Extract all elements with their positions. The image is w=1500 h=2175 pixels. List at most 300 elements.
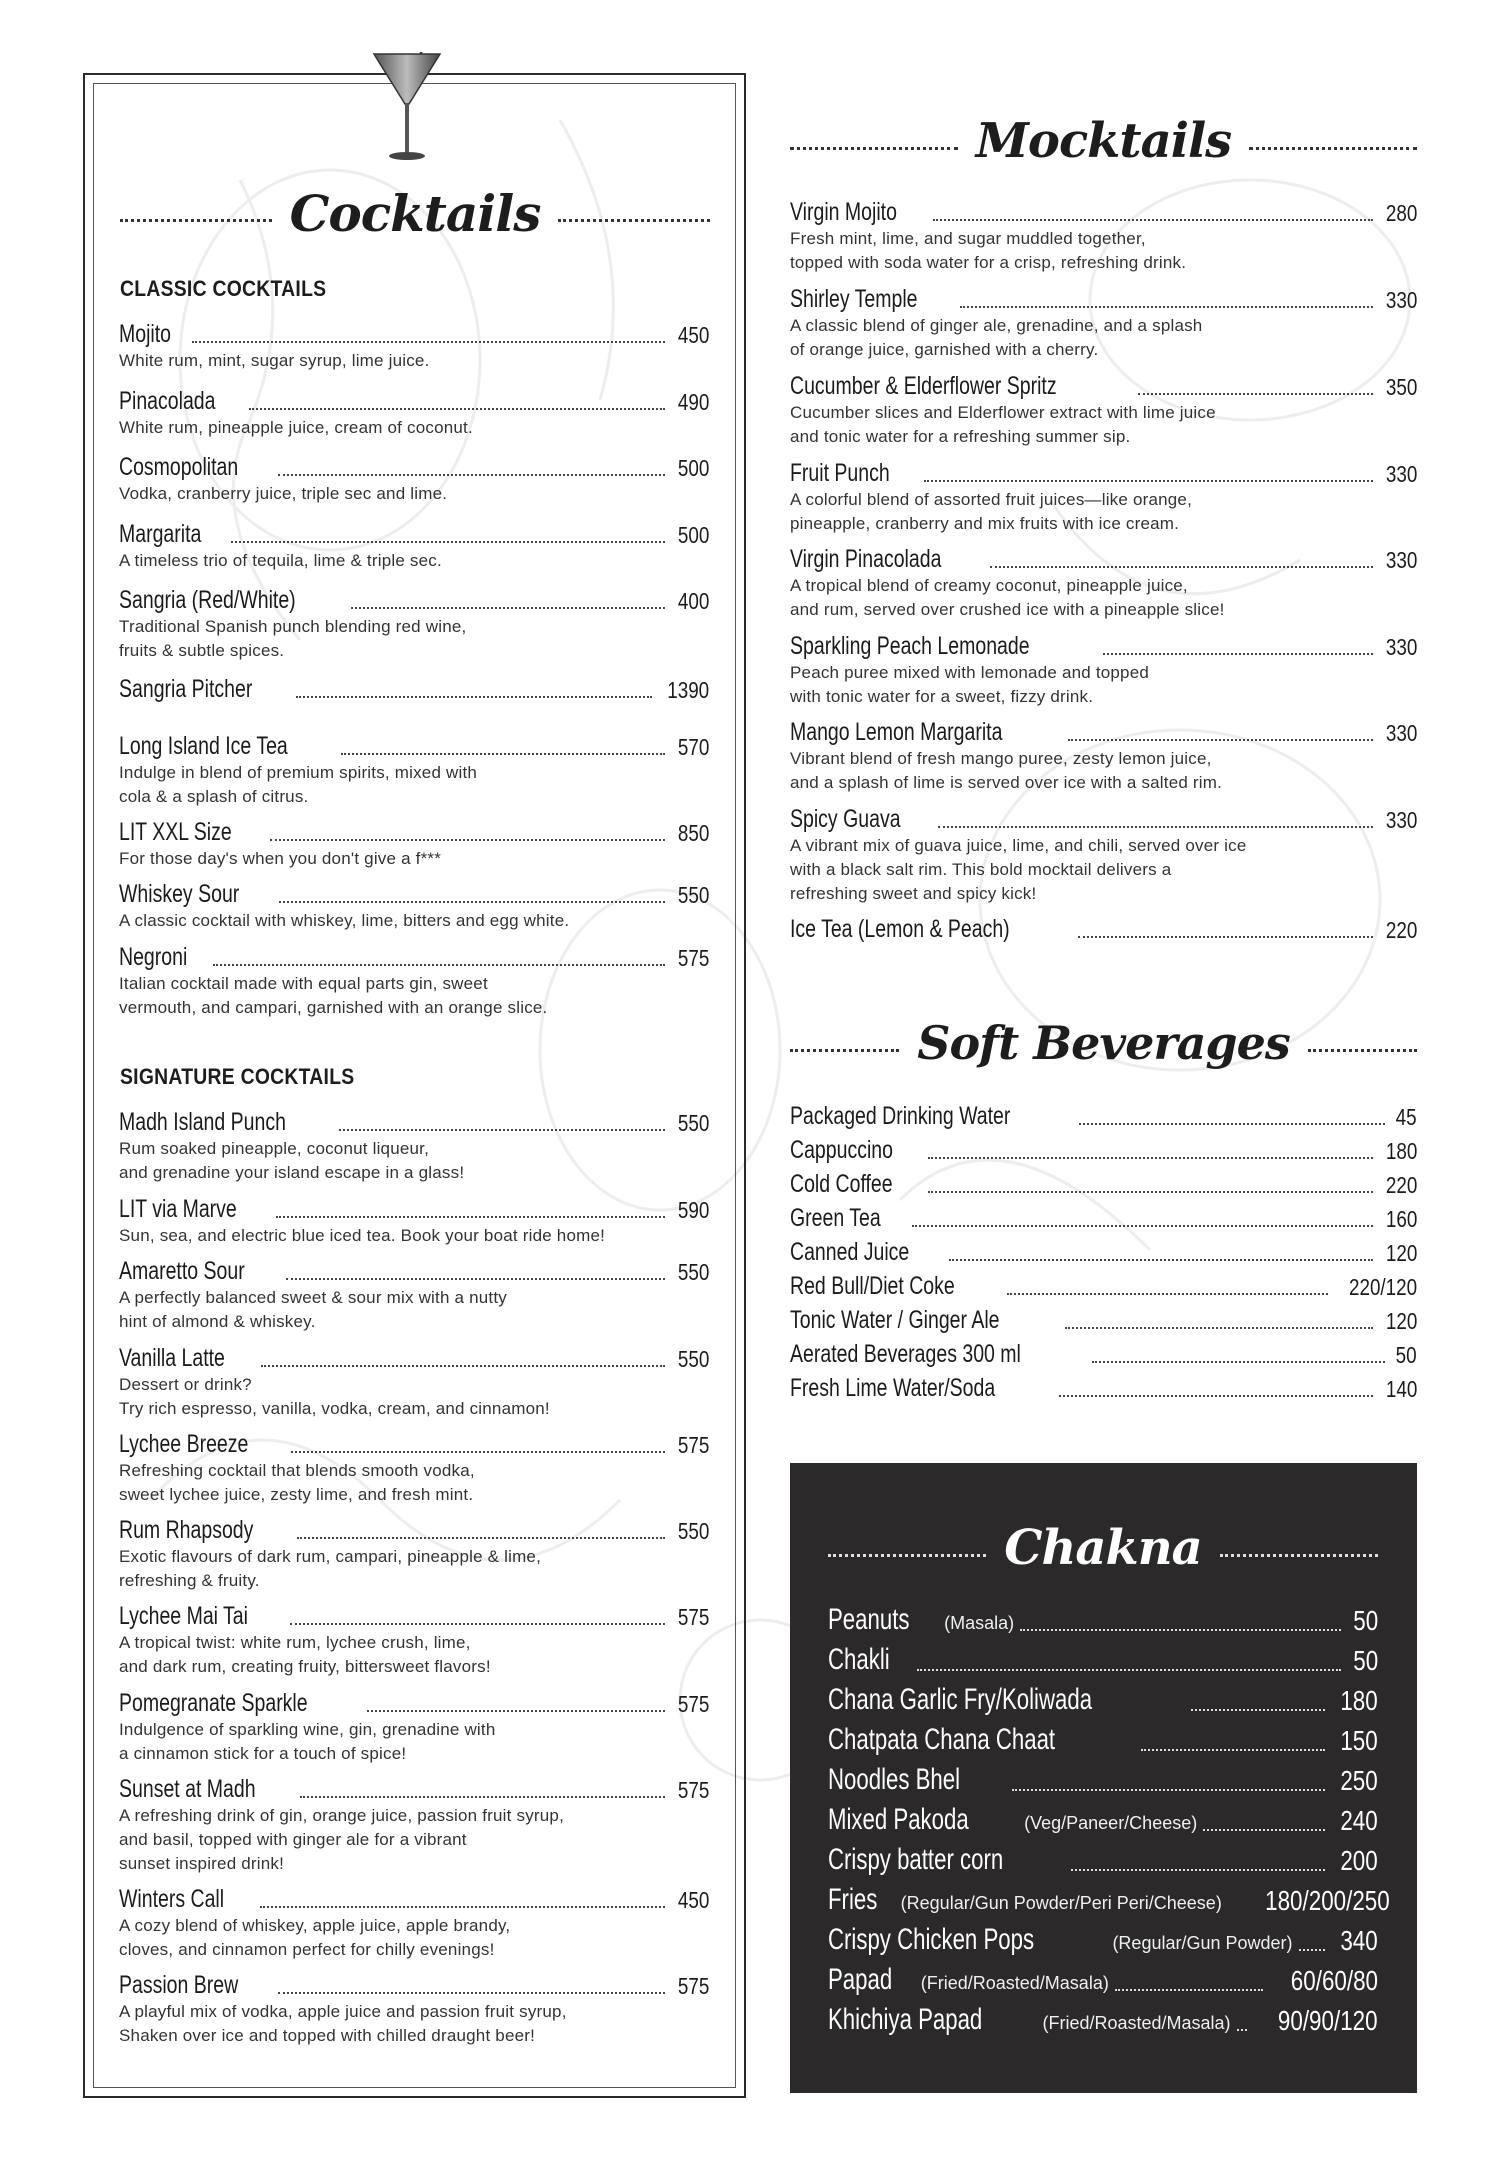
menu-item-row (790, 1340, 1417, 1369)
dotted-leader (928, 1191, 1373, 1193)
menu-item-price: 200 (1340, 1845, 1378, 1876)
menu-item-name-wrap (119, 1775, 294, 1804)
menu-item-name: Passion Brew (119, 1971, 239, 1999)
dotted-leader (213, 964, 665, 966)
heading-dots-left (828, 1554, 986, 1557)
menu-item-row (790, 372, 1417, 401)
classic-cocktail-item (119, 387, 709, 440)
menu-item-name: Mixed Pakoda (828, 1803, 969, 1836)
mocktails-heading (790, 106, 1417, 176)
classic-cocktail-item (119, 880, 709, 933)
cocktails-title: Cocktails (289, 183, 541, 243)
menu-item-description: A vibrant mix of guava juice, lime, and chili, served over ice with a black salt rim. This bold mocktail delivers a refreshing sweet and spicy kick! (790, 836, 1247, 903)
menu-item-row (119, 1689, 709, 1718)
dotted-leader (1191, 1709, 1325, 1711)
menu-item-name: Chana Garlic Fry/Koliwada (828, 1683, 1093, 1716)
soft-beverage-item (790, 1374, 1417, 1403)
menu-item-description: White rum, pineapple juice, cream of coconut. (119, 418, 473, 437)
menu-item-description: A cozy blend of whiskey, apple juice, apple brandy, cloves, and cinnamon perfect for chilly evenings! (119, 1916, 511, 1959)
signature-cocktail-item (119, 1971, 709, 2048)
menu-item-qualifier: (Masala) (944, 1613, 1015, 1633)
heading-dots-right (1308, 1049, 1417, 1052)
menu-item-row (790, 1374, 1417, 1403)
menu-item-name: Cold Coffee (790, 1170, 893, 1198)
menu-item-row (828, 2003, 1378, 2037)
menu-item-name: Cappuccino (790, 1136, 893, 1164)
menu-item-name-wrap (119, 1971, 272, 2000)
dotted-leader (278, 1992, 665, 1994)
chakna-item (828, 1603, 1378, 1637)
menu-item-row (119, 818, 709, 847)
menu-item-name-wrap (119, 520, 225, 549)
menu-item-name-wrap (828, 1723, 1135, 1757)
menu-item-name-wrap (790, 718, 1062, 747)
menu-item-price: 450 (677, 322, 709, 348)
menu-item-price: 330 (1385, 720, 1417, 746)
menu-item-row (828, 1963, 1378, 1997)
menu-item-name: Madh Island Punch (119, 1108, 286, 1136)
classic-cocktail-item (119, 586, 709, 663)
menu-item-name: Rum Rhapsody (119, 1516, 254, 1544)
menu-item-description: A tropical blend of creamy coconut, pineapple juice, and rum, served over crushed ice with a pineapple slice! (790, 576, 1225, 619)
menu-item-description: White rum, mint, sugar syrup, lime juice. (119, 351, 430, 370)
menu-item-name: Crispy batter corn (828, 1843, 1004, 1876)
menu-item-name: Margarita (119, 520, 202, 548)
soft-beverage-item (790, 1272, 1417, 1301)
mocktail-item (790, 285, 1417, 362)
soft-beverage-item (790, 1306, 1417, 1335)
menu-item-price: 160 (1385, 1206, 1417, 1232)
menu-item-name: Negroni (119, 943, 188, 971)
dotted-leader (1115, 1989, 1263, 1991)
menu-item-price: 330 (1385, 287, 1417, 313)
dotted-leader (1071, 1869, 1326, 1871)
menu-item-name-wrap (790, 1136, 922, 1165)
menu-item-row (790, 632, 1417, 661)
dotted-leader (928, 1157, 1373, 1159)
menu-item-name-wrap (828, 1803, 1197, 1837)
menu-item-name-wrap (119, 1430, 285, 1459)
menu-item-description: Sun, sea, and electric blue iced tea. Book your boat ride home! (119, 1226, 606, 1245)
menu-item-name-wrap (119, 818, 264, 847)
chakna-item (828, 1643, 1378, 1677)
menu-item-row (119, 1885, 709, 1914)
chakna-item (828, 1683, 1378, 1717)
menu-item-name-wrap (119, 1257, 280, 1286)
menu-item-price: 50 (1353, 1645, 1378, 1676)
menu-item-name-wrap (790, 1272, 1001, 1301)
menu-item-row (119, 1971, 709, 2000)
menu-item-description: A playful mix of vodka, apple juice and passion fruit syrup, Shaken over ice and topped with chilled draught beer! (119, 2002, 567, 2045)
martini-glass-icon (372, 52, 442, 164)
menu-item-qualifier: (Regular/Gun Powder/Peri Peri/Cheese) (900, 1893, 1222, 1913)
menu-item-name: Pinacolada (119, 387, 216, 415)
menu-item-name: LIT XXL Size (119, 818, 232, 846)
menu-item-name: Shirley Temple (790, 285, 918, 313)
mocktail-item (790, 805, 1417, 906)
menu-item-row (790, 1170, 1417, 1199)
menu-item-price: 550 (677, 1110, 709, 1136)
menu-item-description: Fresh mint, lime, and sugar muddled together, topped with soda water for a crisp, refreshing drink. (790, 229, 1187, 272)
chakna-item (828, 1963, 1378, 1997)
menu-item-name-wrap (790, 1374, 1053, 1403)
menu-item-name: Mojito (119, 320, 172, 348)
classic-cocktail-item (119, 818, 709, 871)
signature-cocktail-item (119, 1775, 709, 1876)
chakna-item (828, 1883, 1390, 1917)
menu-item-price: 340 (1340, 1925, 1378, 1956)
menu-item-name-wrap (790, 1102, 1073, 1131)
menu-item-name-wrap (828, 1923, 1293, 1957)
dotted-leader (296, 696, 652, 698)
menu-item-price: 50 (1396, 1342, 1417, 1368)
menu-item-name: Sunset at Madh (119, 1775, 256, 1803)
dotted-leader (1020, 1629, 1341, 1631)
menu-item-row (119, 1430, 709, 1459)
mocktail-item (790, 198, 1417, 275)
menu-item-price: 220 (1385, 1172, 1417, 1198)
menu-item-row (119, 520, 709, 549)
menu-item-description: A colorful blend of assorted fruit juices—like orange, pineapple, cranberry and mix fruits with ice cream. (790, 490, 1193, 533)
menu-item-name-wrap (790, 1340, 1086, 1369)
menu-item-name-wrap (790, 285, 954, 314)
signature-cocktail-item (119, 1885, 709, 1962)
menu-item-name: Long Island Ice Tea (119, 732, 288, 760)
dotted-leader (1103, 653, 1372, 655)
menu-item-name: Amaretto Sour (119, 1257, 245, 1285)
chakna-item (828, 1723, 1378, 1757)
menu-item-name: Vanilla Latte (119, 1344, 225, 1372)
menu-item-name-wrap (119, 880, 273, 909)
menu-item-name-wrap (828, 1883, 1222, 1917)
dotted-leader (260, 1906, 665, 1908)
menu-item-price: 150 (1340, 1725, 1378, 1756)
menu-item-price: 330 (1385, 807, 1417, 833)
menu-item-name: Cucumber & Elderflower Spritz (790, 372, 1057, 400)
menu-item-row (790, 805, 1417, 834)
menu-item-name: Peanuts (828, 1603, 910, 1636)
mocktails-title: Mocktails (975, 113, 1232, 169)
soft-beverage-item (790, 1170, 1417, 1199)
menu-item-name: Lychee Breeze (119, 1430, 249, 1458)
menu-item-price: 490 (677, 389, 709, 415)
soft-beverage-item (790, 1102, 1417, 1131)
soft-beverage-item (790, 1136, 1417, 1165)
menu-item-name: Sparkling Peach Lemonade (790, 632, 1030, 660)
classic-cocktail-item (119, 520, 709, 573)
dotted-leader (351, 607, 664, 609)
menu-item-name: Spicy Guava (790, 805, 901, 833)
chakna-item (828, 1763, 1378, 1797)
menu-item-price: 500 (677, 522, 709, 548)
menu-item-row (119, 1108, 709, 1137)
menu-item-row (790, 1136, 1417, 1165)
menu-item-name-wrap (119, 387, 243, 416)
menu-item-price: 180 (1385, 1138, 1417, 1164)
menu-item-name: Virgin Mojito (790, 198, 897, 226)
cocktails-heading (120, 178, 710, 248)
menu-item-name: Lychee Mai Tai (119, 1602, 248, 1630)
menu-item-name-wrap (119, 675, 290, 704)
dotted-leader (1007, 1293, 1328, 1295)
menu-item-name: Red Bull/Diet Coke (790, 1272, 955, 1300)
menu-item-row (119, 586, 709, 615)
menu-item-qualifier: (Fried/Roasted/Masala) (1042, 2013, 1231, 2033)
classic-cocktail-item (119, 453, 709, 506)
menu-item-row (828, 1843, 1378, 1877)
menu-item-description: Dessert or drink? Try rich espresso, vanilla, vodka, cream, and cinnamon! (119, 1375, 550, 1418)
menu-item-name-wrap (790, 1238, 943, 1267)
menu-item-price: 90/90/120 (1278, 2005, 1378, 2036)
menu-item-price: 45 (1396, 1104, 1417, 1130)
menu-item-price: 575 (677, 1691, 709, 1717)
dotted-leader (1138, 393, 1373, 395)
menu-item-name: Winters Call (119, 1885, 225, 1913)
menu-item-name-wrap (790, 545, 984, 574)
menu-item-name: Fries (828, 1883, 878, 1916)
menu-item-row (828, 1723, 1378, 1757)
menu-item-name-wrap (119, 1885, 254, 1914)
soft-beverages-title: Soft Beverages (917, 1016, 1290, 1070)
menu-item-row (828, 1603, 1378, 1637)
menu-item-row (790, 718, 1417, 747)
menu-item-row (119, 732, 709, 761)
dotted-leader (297, 1537, 664, 1539)
menu-item-name-wrap (790, 1306, 1059, 1335)
menu-item-price: 550 (677, 882, 709, 908)
menu-item-name-wrap (790, 1170, 922, 1199)
menu-item-row (119, 320, 709, 349)
dotted-leader (300, 1796, 665, 1798)
chakna-panel (790, 1463, 1417, 2093)
menu-item-name: Green Tea (790, 1204, 881, 1232)
menu-item-price: 180 (1340, 1685, 1378, 1716)
menu-item-row (828, 1763, 1378, 1797)
menu-item-name: Khichiya Papad (828, 2003, 983, 2036)
dotted-leader (278, 474, 665, 476)
menu-item-name: Sangria (Red/White) (119, 586, 296, 614)
menu-item-name-wrap (828, 1763, 1006, 1797)
signature-cocktail-item (119, 1344, 709, 1421)
signature-cocktail-item (119, 1108, 709, 1185)
menu-item-qualifier: (Regular/Gun Powder) (1112, 1933, 1293, 1953)
menu-item-row (119, 1344, 709, 1373)
dotted-leader (286, 1278, 664, 1280)
mocktail-item (790, 632, 1417, 709)
menu-item-row (828, 1803, 1378, 1837)
menu-item-price: 330 (1385, 461, 1417, 487)
menu-item-name: LIT via Marve (119, 1195, 237, 1223)
menu-item-price: 60/60/80 (1290, 1965, 1378, 1996)
menu-item-name-wrap (119, 1344, 255, 1373)
menu-item-name-wrap (828, 1643, 911, 1677)
menu-item-price: 450 (677, 1887, 709, 1913)
menu-item-name: Chakli (828, 1643, 890, 1676)
menu-item-price: 120 (1385, 1308, 1417, 1334)
dotted-leader (912, 1225, 1372, 1227)
menu-item-row (119, 1516, 709, 1545)
menu-item-price: 330 (1385, 634, 1417, 660)
signature-cocktail-item (119, 1516, 709, 1593)
dotted-leader (960, 306, 1373, 308)
menu-item-name: Noodles Bhel (828, 1763, 961, 1796)
menu-item-description: Exotic flavours of dark rum, campari, pineapple & lime, refreshing & fruity. (119, 1547, 542, 1590)
soft-beverage-item (790, 1238, 1417, 1267)
dotted-leader (1079, 1123, 1386, 1125)
menu-item-description: A tropical twist: white rum, lychee crush, lime, and dark rum, creating fruity, bittersweet flavors! (119, 1633, 491, 1676)
menu-item-price: 280 (1385, 200, 1417, 226)
dotted-leader (1141, 1749, 1325, 1751)
menu-item-name: Sangria Pitcher (119, 675, 253, 703)
menu-item-description: A perfectly balanced sweet & sour mix with a nutty hint of almond & whiskey. (119, 1288, 507, 1331)
menu-item-name-wrap (828, 1843, 1065, 1877)
menu-item-price: 550 (677, 1259, 709, 1285)
heading-dots-left (790, 147, 958, 150)
dotted-leader (938, 826, 1373, 828)
menu-item-price: 50 (1353, 1605, 1378, 1636)
menu-item-row (790, 198, 1417, 227)
menu-item-price: 220/120 (1348, 1274, 1417, 1300)
chakna-item (828, 1923, 1378, 1957)
menu-item-description: A refreshing drink of gin, orange juice, passion fruit syrup, and basil, topped with ginger ale for a vibrant sunset inspired drink! (119, 1806, 564, 1873)
heading-dots-right (558, 219, 710, 222)
menu-item-name-wrap (828, 1963, 1109, 1997)
dotted-leader (192, 341, 665, 343)
menu-item-row (790, 1272, 1417, 1301)
chakna-heading (828, 1513, 1378, 1583)
menu-item-name: Chatpata Chana Chaat (828, 1723, 1056, 1756)
menu-item-row (119, 1775, 709, 1804)
menu-item-row (790, 545, 1417, 574)
menu-item-name: Canned Juice (790, 1238, 910, 1266)
menu-item-name-wrap (790, 1204, 906, 1233)
menu-item-name-wrap (828, 2003, 1231, 2037)
dotted-leader (290, 1623, 664, 1625)
menu-item-row (119, 1195, 709, 1224)
menu-item-price: 590 (677, 1197, 709, 1223)
dotted-leader (261, 1365, 665, 1367)
menu-item-price: 575 (677, 1973, 709, 1999)
dotted-leader (1078, 936, 1373, 938)
dotted-leader (276, 1216, 665, 1218)
mocktail-item (790, 718, 1417, 795)
menu-item-name: Fruit Punch (790, 459, 890, 487)
heading-dots-left (120, 219, 272, 222)
dotted-leader (279, 901, 664, 903)
menu-item-row (119, 1602, 709, 1631)
dotted-leader (949, 1259, 1373, 1261)
dotted-leader (924, 480, 1373, 482)
dotted-leader (270, 839, 665, 841)
dotted-leader (1092, 1361, 1385, 1363)
menu-item-description: Indulge in blend of premium spirits, mixed with cola & a splash of citrus. (119, 763, 478, 806)
menu-item-description: Cucumber slices and Elderflower extract with lime juice and tonic water for a refreshing summer sip. (790, 403, 1216, 446)
menu-item-description: Refreshing cocktail that blends smooth vodka, sweet lychee juice, zesty lime, and fresh mint. (119, 1461, 475, 1504)
menu-item-name-wrap (828, 1603, 1014, 1637)
menu-item-row (828, 1643, 1378, 1677)
menu-item-name: Mango Lemon Margarita (790, 718, 1003, 746)
menu-item-row (828, 1923, 1378, 1957)
mocktail-item (790, 459, 1417, 536)
menu-item-description: Vibrant blend of fresh mango puree, zesty lemon juice, and a splash of lime is served over ice with a salted rim. (790, 749, 1223, 792)
menu-item-price: 220 (1385, 917, 1417, 943)
classic-cocktail-item (119, 732, 709, 809)
dotted-leader (367, 1710, 665, 1712)
menu-item-name-wrap (119, 320, 186, 349)
menu-item-row (790, 915, 1417, 944)
menu-item-description: Traditional Spanish punch blending red wine, fruits & subtle spices. (119, 617, 467, 660)
menu-item-name-wrap (790, 198, 927, 227)
dotted-leader (249, 408, 665, 410)
dotted-leader (933, 219, 1373, 221)
menu-item-name-wrap (119, 453, 272, 482)
chakna-title: Chakna (1004, 1520, 1202, 1576)
soft-beverage-item (790, 1204, 1417, 1233)
heading-dots-right (1220, 1554, 1378, 1557)
dotted-leader (1012, 1789, 1325, 1791)
menu-item-row (119, 943, 709, 972)
dotted-leader (1203, 1829, 1325, 1831)
menu-item-price: 1390 (667, 677, 709, 703)
menu-item-description: A classic blend of ginger ale, grenadine, and a splash of orange juice, garnished with a cherry. (790, 316, 1203, 359)
menu-item-name-wrap (828, 1683, 1185, 1717)
classic-cocktail-item (119, 675, 709, 704)
signature-cocktail-item (119, 1195, 709, 1248)
chakna-item (828, 2003, 1378, 2037)
menu-item-name-wrap (119, 732, 335, 761)
menu-item-name-wrap (790, 805, 932, 834)
menu-item-price: 850 (677, 820, 709, 846)
menu-item-price: 550 (677, 1518, 709, 1544)
menu-item-price: 350 (1385, 374, 1417, 400)
chakna-item (828, 1843, 1378, 1877)
soft-beverage-item (790, 1340, 1417, 1369)
menu-item-price: 550 (677, 1346, 709, 1372)
menu-item-price: 575 (677, 1777, 709, 1803)
menu-item-row (828, 1883, 1390, 1917)
signature-cocktail-item (119, 1602, 709, 1679)
menu-item-price: 120 (1385, 1240, 1417, 1266)
menu-item-name: Pomegranate Sparkle (119, 1689, 308, 1717)
menu-item-price: 240 (1340, 1805, 1378, 1836)
signature-cocktails-heading: SIGNATURE COCKTAILS (120, 1064, 355, 1089)
menu-item-price: 180/200/250 (1264, 1885, 1390, 1916)
menu-item-description: A classic cocktail with whiskey, lime, bitters and egg white. (119, 911, 570, 930)
menu-item-row (790, 1102, 1417, 1131)
classic-cocktails-heading: CLASSIC COCKTAILS (120, 276, 327, 301)
menu-item-row (119, 675, 709, 704)
mocktail-item (790, 372, 1417, 449)
menu-item-name: Crispy Chicken Pops (828, 1923, 1035, 1956)
signature-cocktail-item (119, 1430, 709, 1507)
menu-item-description: For those day's when you don't give a f*** (119, 849, 442, 868)
menu-item-description: Indulgence of sparkling wine, gin, grenadine with a cinnamon stick for a touch of spice! (119, 1720, 496, 1763)
mocktail-item (790, 915, 1417, 944)
menu-item-name-wrap (790, 632, 1097, 661)
dotted-leader (231, 541, 665, 543)
soft-beverages-heading (790, 1008, 1417, 1078)
dotted-leader (291, 1451, 665, 1453)
menu-item-row (790, 459, 1417, 488)
menu-item-price: 330 (1385, 547, 1417, 573)
dotted-leader (1068, 739, 1372, 741)
menu-item-qualifier: (Fried/Roasted/Masala) (920, 1973, 1109, 1993)
dotted-leader (1237, 2029, 1248, 2031)
dotted-leader (917, 1669, 1340, 1671)
dotted-leader (1059, 1395, 1373, 1397)
menu-item-name-wrap (790, 915, 1072, 944)
dotted-leader (990, 566, 1373, 568)
